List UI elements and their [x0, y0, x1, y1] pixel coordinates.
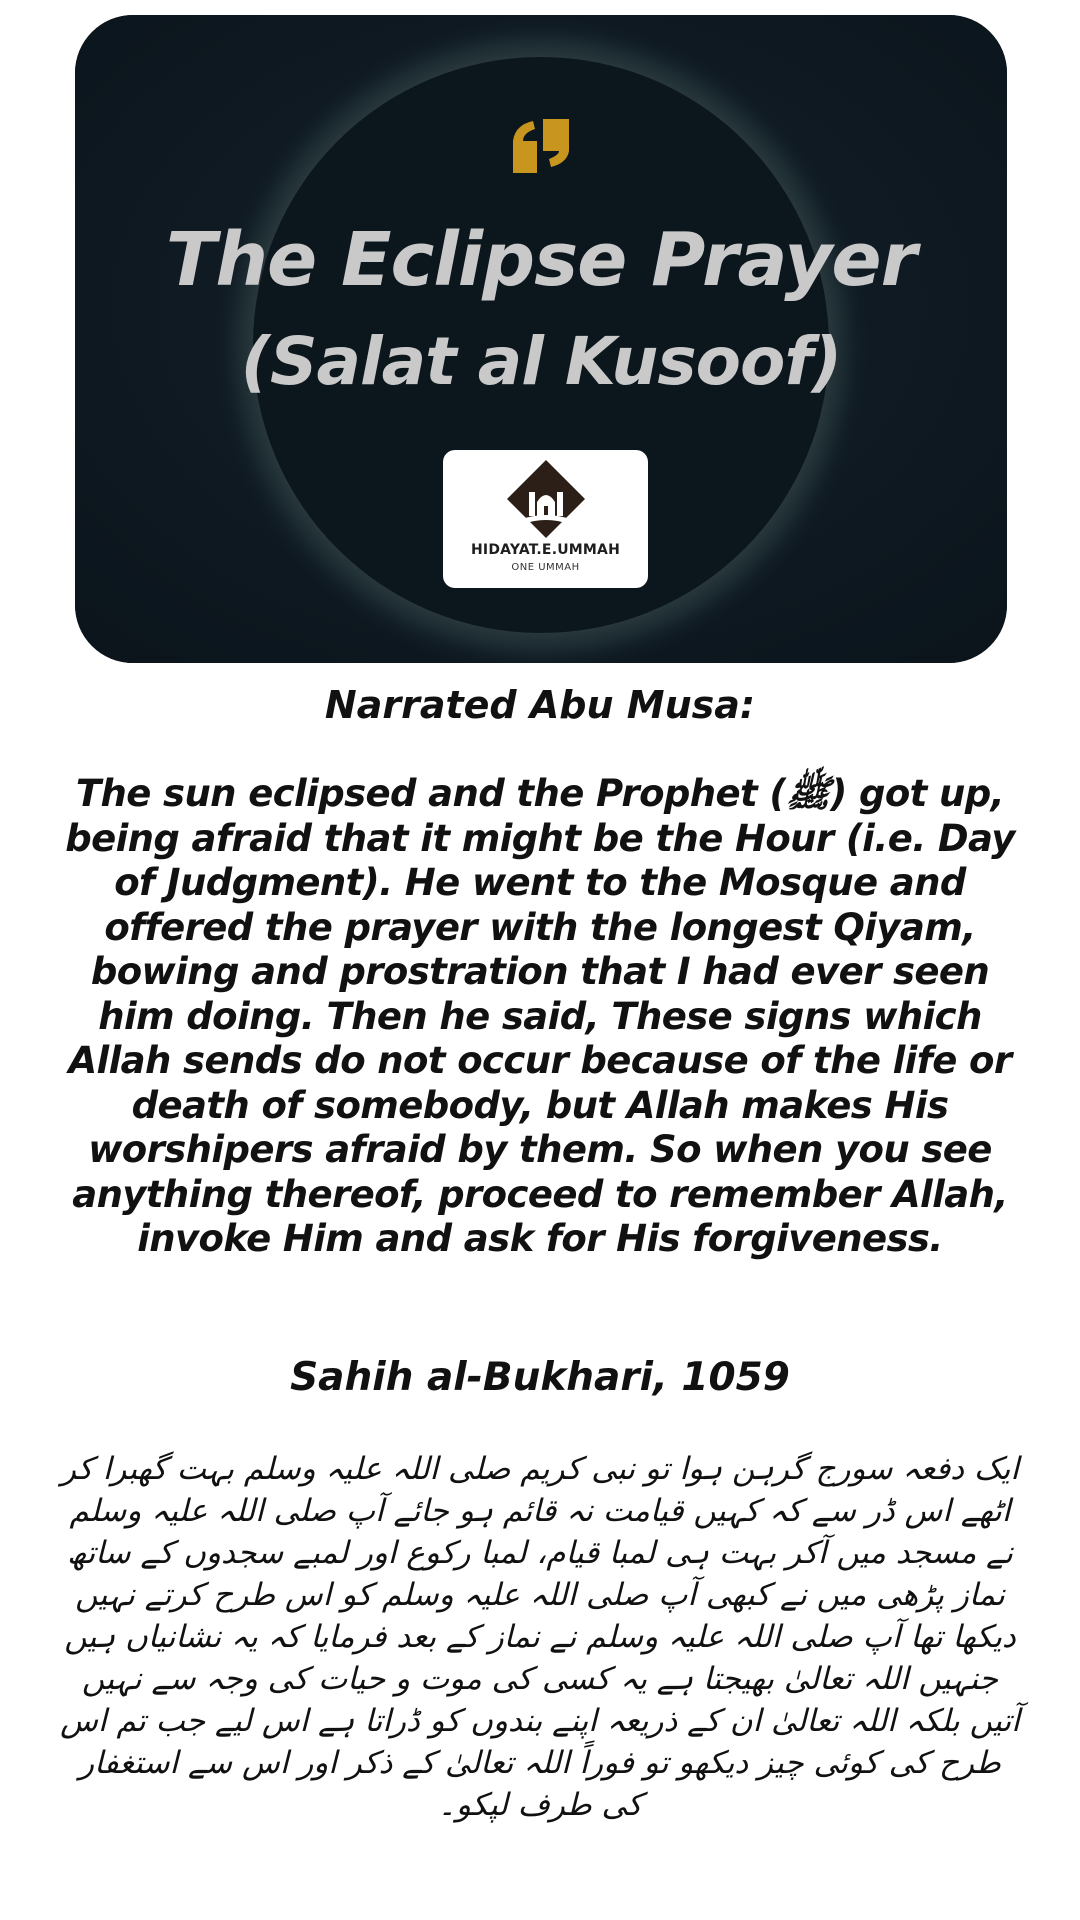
- banner-title-line1: The Eclipse Prayer: [165, 217, 917, 303]
- mosque-diamond-logo-icon: [505, 458, 587, 540]
- banner-title-line2: (Salat al Kusoof): [240, 323, 842, 400]
- brand-logo-card: [443, 450, 648, 588]
- narrator-heading: Narrated Abu Musa:: [324, 683, 756, 727]
- hadith-english-text: The sun eclipsed and the Prophet (ﷺ) got up, being afraid that it might be the Hour (i.e. Day of Judgment). He went to the Mosque and offered the prayer with the longest Qiyam, bowing and prostration that I had ever seen him doing. Then he said, These signs which Allah sends do not occur because of the life or death of somebody, but Allah makes His worshipers afraid by them. So when you see anything thereof, proceed to remember Allah, invoke Him and ask for His forgiveness.: [65, 772, 1015, 1260]
- brand-tagline: ONE UMMAH: [511, 562, 580, 573]
- hadith-reference: Sahih al-Bukhari, 1059: [290, 1355, 790, 1400]
- eclipse-banner: [75, 15, 1007, 663]
- quote-icon: [511, 115, 571, 179]
- brand-name: HIDAYAT.E.UMMAH: [471, 542, 620, 558]
- hadith-urdu-text: ایک دفعہ سورج گرہن ہوا تو نبی کریم صلی اللہ علیہ وسلم بہت گھبرا کر اٹھے اس ڈر سے کہ کہیں قیامت نہ قائم ہو جائے آپ صلی اللہ علیہ وسلم نے مسجد میں آکر بہت ہی لمبا قیام، لمبا رکوع اور لمبے سجدوں کے ساتھ نماز پڑھی میں نے کبھی آپ صلی اللہ علیہ وسلم کو اس طرح کرتے نہیں دیکھا تھا آپ صلی اللہ علیہ وسلم نے نماز کے بعد فرمایا کہ یہ نشانیاں ہیں جنہیں اللہ تعالیٰ بھیجتا ہے یہ کسی کی موت و حیات کی وجہ سے نہیں آتیں بلکہ اللہ تعالیٰ ان کے ذریعہ اپنے بندوں کو ڈراتا ہے اس لیے جب تم اس طرح کی کوئی چیز دیکھو تو فوراً اللہ تعالیٰ کے ذکر اور اس سے استغفار کی طرف لپکو۔: [60, 1451, 1020, 1823]
